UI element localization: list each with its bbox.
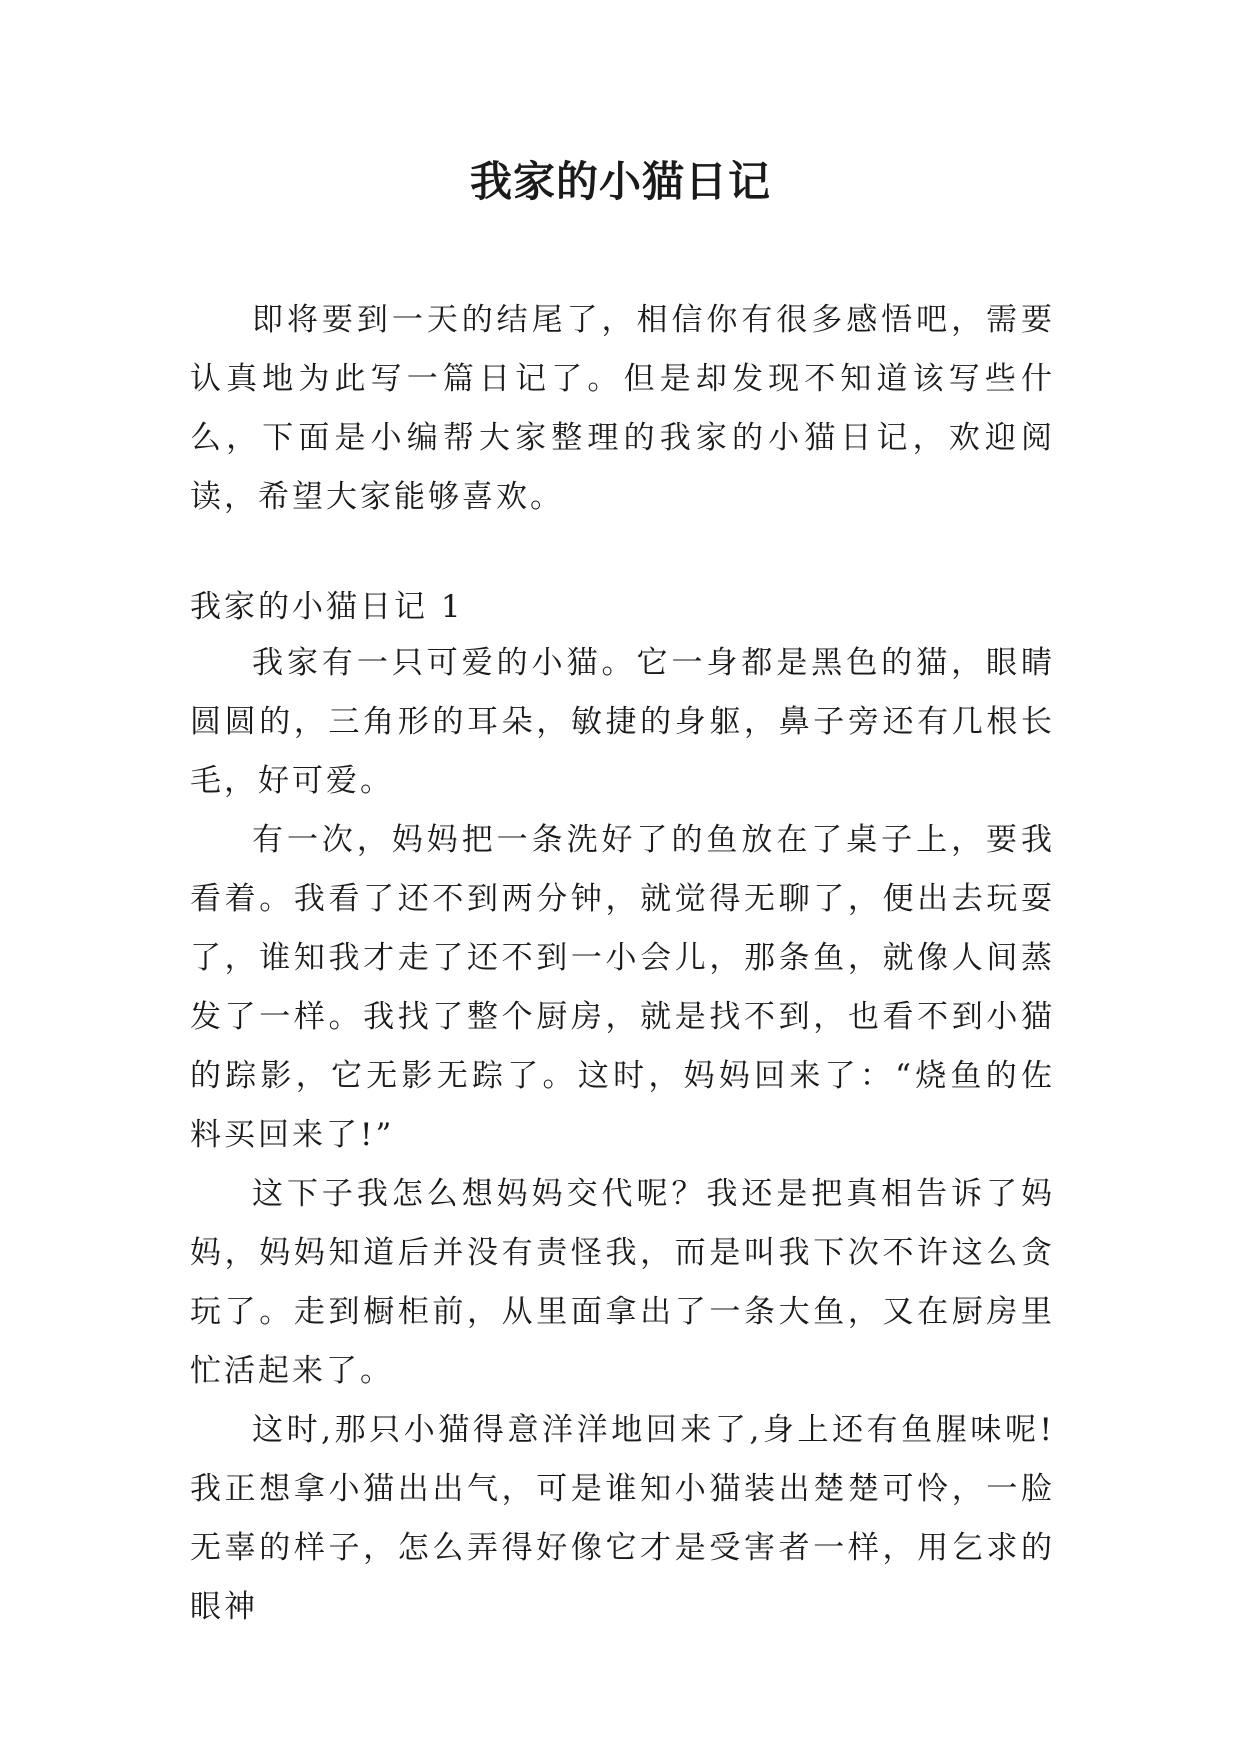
intro-paragraph: 即将要到一天的结尾了，相信你有很多感悟吧，需要认真地为此写一篇日记了。但是却发现不知道该写些什么，下面是小编帮大家整理的我家的小猫日记，欢迎阅读，希望大家能够喜欢。 [190,302,1055,515]
section-body [190,634,1055,1637]
body-paragraph-1: 我家有一只可爱的小猫。它一身都是黑色的猫，眼睛圆圆的，三角形的耳朵，敏捷的身躯，鼻子旁还有几根长毛，好可爱。 [190,645,1055,799]
body-paragraph-4: 这时,那只小猫得意洋洋地回来了,身上还有鱼腥味呢!我正想拿小猫出出气，可是谁知小猫装出楚楚可怜，一脸无辜的样子，怎么弄得好像它才是受害者一样，用乞求的眼神 [190,1412,1055,1625]
section-heading: 我家的小猫日记 1 [190,589,464,625]
body-paragraph-2: 有一次，妈妈把一条洗好了的鱼放在了桌子上，要我看着。我看了还不到两分钟，就觉得无聊了，便出去玩耍了，谁知我才走了还不到一小会儿，那条鱼，就像人间蒸发了一样。我找了整个厨房，就是找不到，也看不到小猫的踪影，它无影无踪了。这时，妈妈回来了：“烧鱼的佐料买回来了!” [190,822,1055,1153]
page-title: 我家的小猫日记 [469,157,771,206]
body-paragraph-3: 这下子我怎么想妈妈交代呢？我还是把真相告诉了妈妈，妈妈知道后并没有责怪我，而是叫我下次不许这么贪玩了。走到橱柜前，从里面拿出了一条大鱼，又在厨房里忙活起来了。 [190,1176,1055,1389]
intro-block [190,291,1055,527]
